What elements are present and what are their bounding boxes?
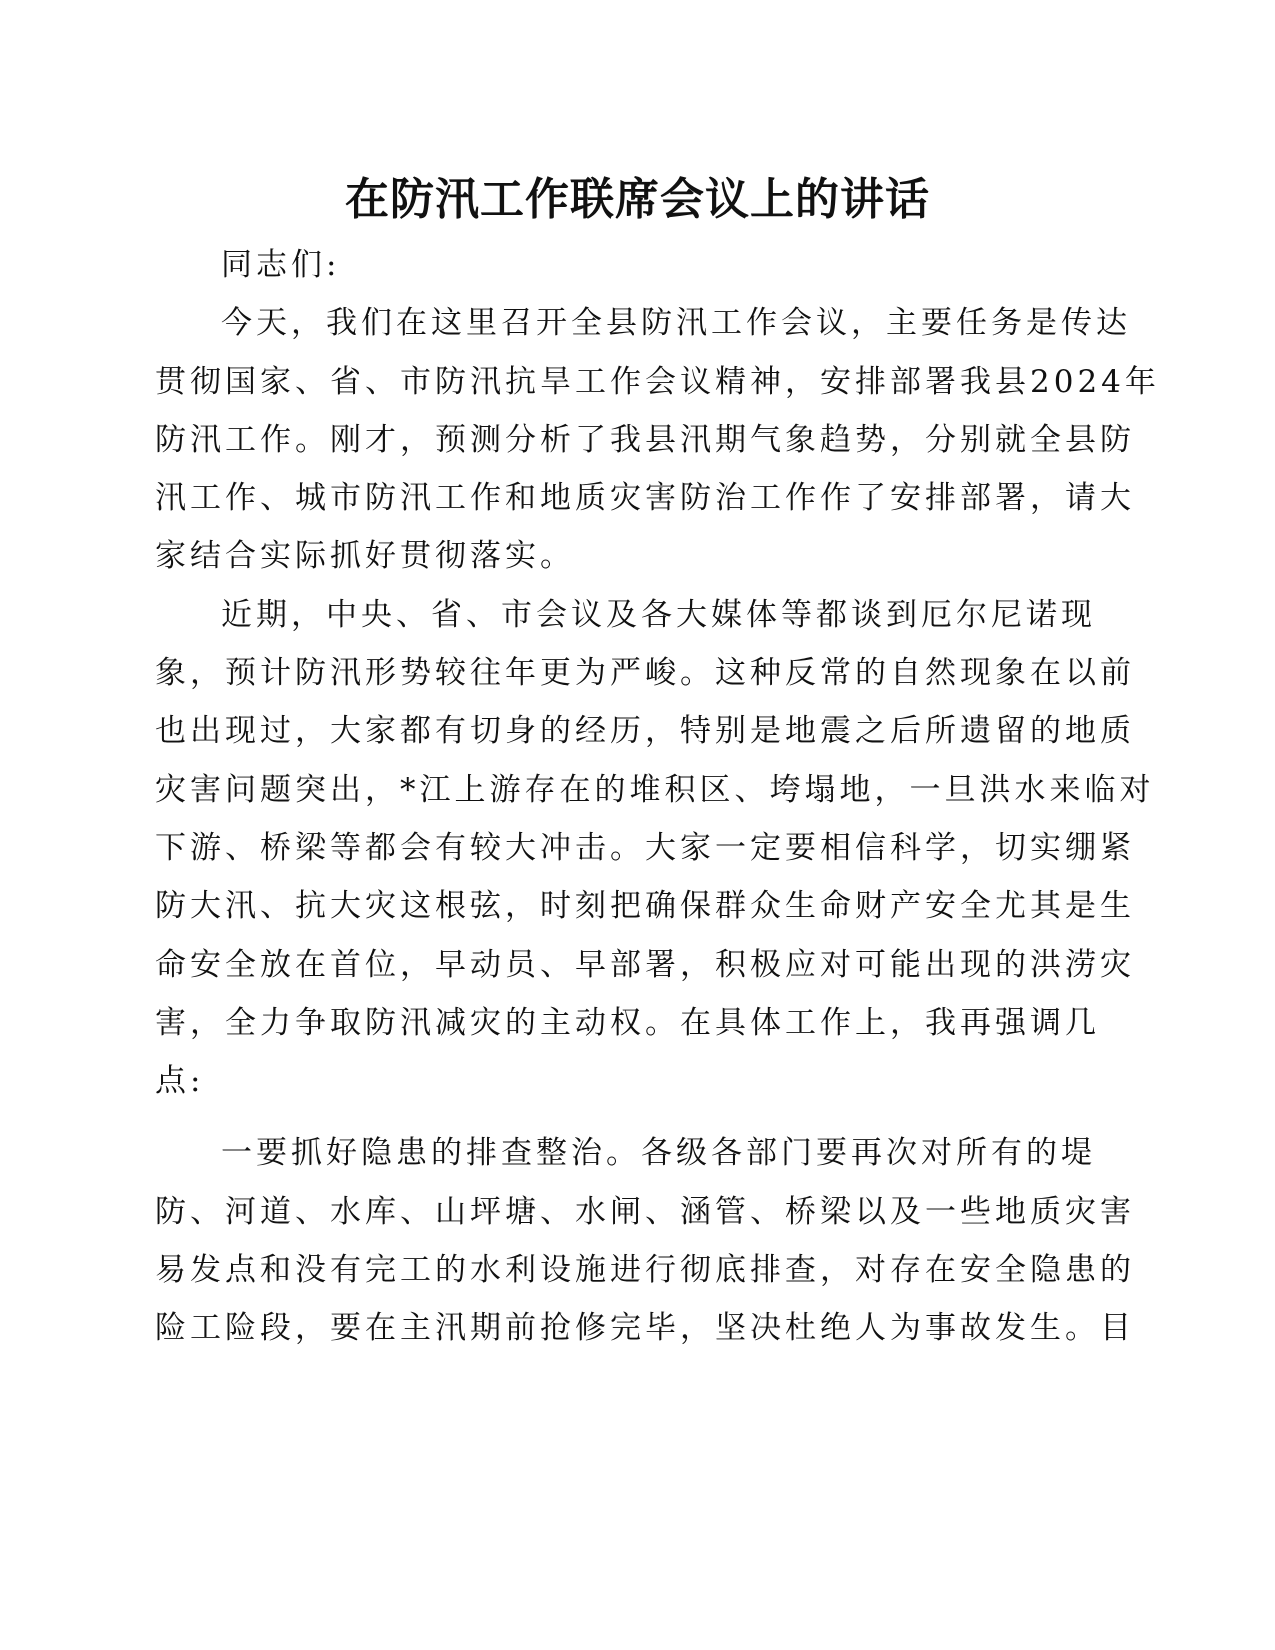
paragraph-line: 易发点和没有完工的水利设施进行彻底排查，对存在安全隐患的	[155, 1252, 1135, 1289]
paragraph-line: 近期，中央、省、市会议及各大媒体等都谈到厄尔尼诺现	[221, 596, 1096, 633]
paragraph-line: 象，预计防汛形势较往年更为严峻。这种反常的自然现象在以前	[155, 655, 1135, 692]
paragraph-line: 贯彻国家、省、市防汛抗旱工作会议精神，安排部署我县2024年	[155, 363, 1160, 400]
document-body	[155, 236, 1160, 1358]
paragraph-line: 害，全力争取防汛减灾的主动权。在具体工作上，我再强调几	[155, 1004, 1100, 1041]
salutation: 同志们:	[221, 247, 341, 283]
paragraph-3	[155, 1124, 1135, 1357]
paragraph-line: 险工险段，要在主汛期前抢修完毕，坚决杜绝人为事故发生。目	[155, 1310, 1135, 1347]
document-title: 在防汛工作联席会议上的讲话	[345, 174, 930, 225]
paragraph-2	[155, 586, 1155, 1111]
paragraph-line: 命安全放在首位，早动员、早部署，积极应对可能出现的洪涝灾	[155, 946, 1135, 983]
paragraph-line: 也出现过，大家都有切身的经历，特别是地震之后所遗留的地质	[155, 713, 1135, 750]
paragraph-line: 防汛工作。刚才，预测分析了我县汛期气象趋势，分别就全县防	[155, 421, 1135, 458]
paragraph-line: 汛工作、城市防汛工作和地质灾害防治工作作了安排部署，请大	[155, 480, 1135, 517]
paragraph-line: 点:	[155, 1063, 205, 1100]
paragraph-line: 防大汛、抗大灾这根弦，时刻把确保群众生命财产安全尤其是生	[155, 888, 1135, 925]
paragraph-spacer	[155, 1110, 1099, 1124]
paragraph-line: 灾害问题突出，*江上游存在的堆积区、垮塌地，一旦洪水来临对	[155, 771, 1155, 808]
paragraph-line: 一要抓好隐患的排查整治。各级各部门要再次对所有的堤	[221, 1135, 1096, 1172]
paragraph-line: 下游、桥梁等都会有较大冲击。大家一定要相信科学，切实绷紧	[155, 829, 1135, 866]
paragraph-line: 今天，我们在这里召开全县防汛工作会议，主要任务是传达	[221, 305, 1131, 342]
paragraph-line: 防、河道、水库、山坪塘、水闸、涵管、桥梁以及一些地质灾害	[155, 1193, 1135, 1230]
paragraph-1	[155, 294, 1160, 585]
paragraph-line: 家结合实际抓好贯彻落实。	[155, 538, 575, 575]
